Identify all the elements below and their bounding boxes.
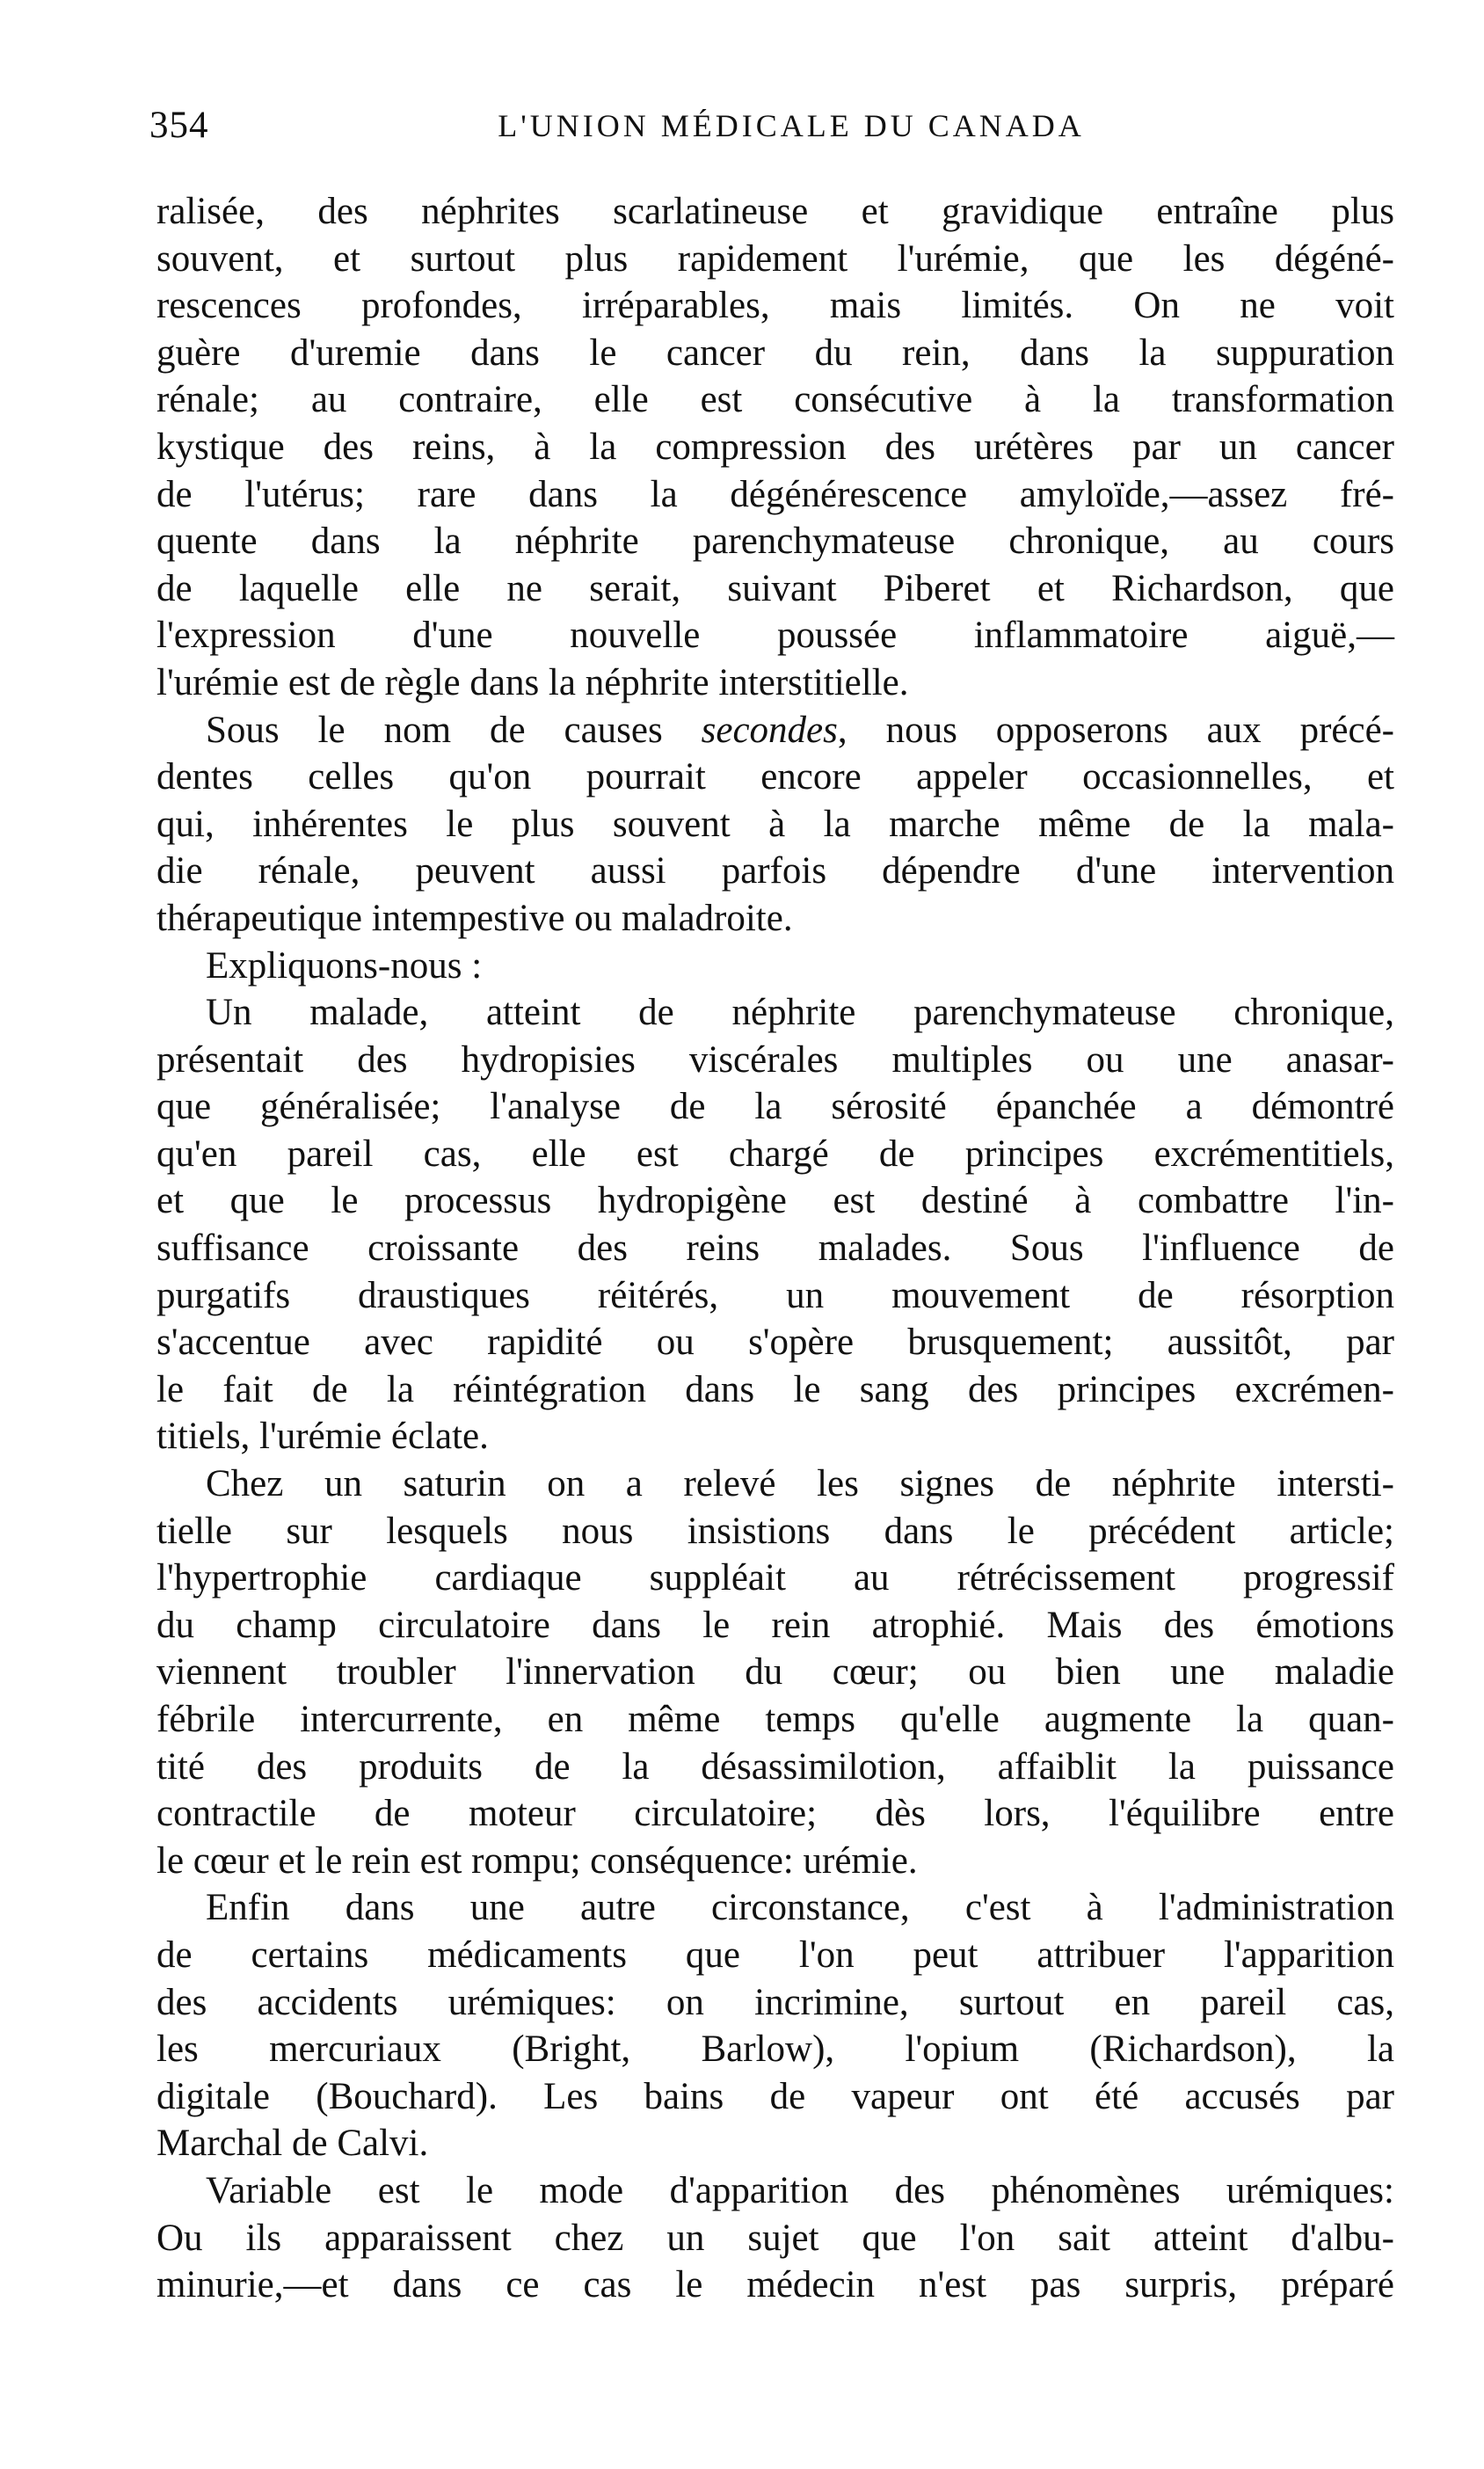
paragraph-last-line: thérapeutique intempestive ou maladroite. (156, 897, 793, 939)
text-line: qui, inhérentes le plus souvent à la marche même de la mala- (156, 803, 1394, 845)
text-line: purgatifs draustiques réitérés, un mouvement de résorption (156, 1274, 1394, 1316)
paragraph-first-line: Enfin dans une autre circonstance, c'est à l'administration (206, 1887, 1394, 1929)
text-line: digitale (Bouchard). Les bains de vapeur ont été accusés par (156, 2075, 1394, 2117)
page-number: 354 (149, 105, 209, 146)
text-line: le fait de la réintégration dans le sang des principes excrémen- (156, 1368, 1394, 1410)
text-line: des accidents urémiques: on incrimine, surtout en pareil cas, (156, 1981, 1394, 2023)
text-line: les mercuriaux (Bright, Barlow), l'opium (Richardson), la (156, 2028, 1394, 2071)
text-line: kystique des reins, à la compression des urétères par un cancer (156, 426, 1394, 468)
text-line: rénale; au contraire, elle est consécutive à la transformation (156, 379, 1394, 421)
text-line: viennent troubler l'innervation du cœur; ou bien une maladie (156, 1651, 1394, 1693)
text-line: Ou ils apparaissent chez un sujet que l'on sait atteint d'albu- (156, 2217, 1394, 2259)
text-line: que généralisée; l'analyse de la sérosité épanchée a démontré (156, 1086, 1394, 1128)
paragraph-first-line: Variable est le mode d'apparition des phénomènes urémiques: (206, 2169, 1394, 2211)
text-line: de laquelle elle ne serait, suivant Piberet et Richardson, que (156, 567, 1394, 609)
text-line: minurie,—et dans ce cas le médecin n'est pas surpris, préparé (156, 2264, 1394, 2306)
text-line: die rénale, peuvent aussi parfois dépendre d'une intervention (156, 850, 1394, 892)
page-header (149, 104, 1380, 157)
italic-term: secondes (701, 709, 838, 751)
inline-text: Sous le nom de causes secondes, nous opposerons aux précé- (206, 709, 1394, 751)
paragraph-last-line: l'urémie est de règle dans la néphrite interstitielle. (156, 661, 909, 703)
text-line: contractile de moteur circulatoire; dès lors, l'équilibre entre (156, 1793, 1394, 1835)
text-line: l'hypertrophie cardiaque suppléait au rétrécissement progressif (156, 1557, 1394, 1599)
text-line: tielle sur lesquels nous insistions dans le précédent article; (156, 1510, 1394, 1552)
paragraph-first-line: Chez un saturin on a relevé les signes de néphrite intersti- (206, 1463, 1394, 1505)
paragraph-first-line (156, 707, 1394, 754)
text-line: s'accentue avec rapidité ou s'opère brusquement; aussitôt, par (156, 1322, 1394, 1364)
running-title: L'UNION MÉDICALE DU CANADA (498, 108, 1085, 143)
text-line: du champ circulatoire dans le rein atrophié. Mais des émotions (156, 1604, 1394, 1646)
text-line: guère d'uremie dans le cancer du rein, dans la suppuration (156, 331, 1394, 374)
text-line: l'expression d'une nouvelle poussée inflammatoire aiguë,— (156, 615, 1394, 657)
text-line: qu'en pareil cas, elle est chargé de principes excrémentitiels, (156, 1133, 1394, 1175)
text-line: et que le processus hydropigène est destiné à combattre l'in- (156, 1180, 1394, 1222)
paragraph-last-line: Marchal de Calvi. (156, 2123, 429, 2165)
text-line: ralisée, des néphrites scarlatineuse et gravidique entraîne plus (156, 191, 1394, 232)
paragraph-first-line: Un malade, atteint de néphrite parenchymateuse chronique, (206, 992, 1394, 1034)
text-line: tité des produits de la désassimilotion, affaiblit la puissance (156, 1745, 1394, 1788)
text-line: présentait des hydropisies viscérales multiples ou une anasar- (156, 1038, 1394, 1081)
text-line: rescences profondes, irréparables, mais limités. On ne voit (156, 285, 1394, 327)
text-line: souvent, et surtout plus rapidement l'urémie, que les dégéné- (156, 237, 1394, 280)
text-line: quente dans la néphrite parenchymateuse chronique, au cours (156, 521, 1394, 563)
paragraph-last-line: titiels, l'urémie éclate. (156, 1416, 489, 1458)
body-text (156, 188, 1394, 2309)
paragraph-last-line: le cœur et le rein est rompu; conséquence: urémie. (156, 1839, 918, 1882)
text-line: fébrile intercurrente, en même temps qu'elle augmente la quan- (156, 1699, 1394, 1740)
paragraph-first-line: Expliquons-nous : (206, 944, 483, 987)
text-line: de l'utérus; rare dans la dégénérescence amyloïde,—assez fré- (156, 473, 1394, 515)
text-line: suffisance croissante des reins malades. Sous l'influence de (156, 1227, 1394, 1270)
text-line: de certains médicaments que l'on peut attribuer l'apparition (156, 1934, 1394, 1976)
text-line: dentes celles qu'on pourrait encore appeler occasionnelles, et (156, 756, 1394, 798)
